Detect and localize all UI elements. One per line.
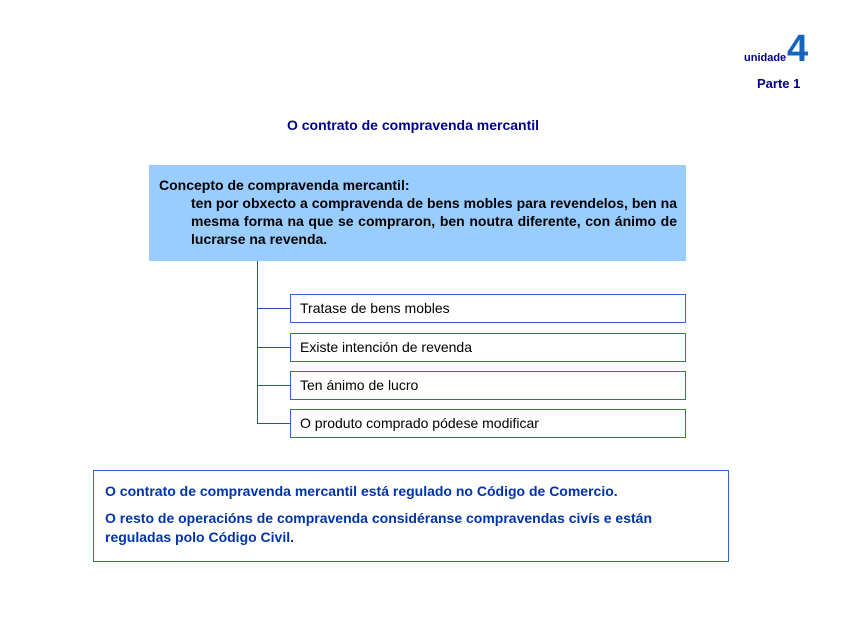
concept-heading: Concepto de compravenda mercantil:	[159, 177, 410, 193]
connector-line	[257, 261, 258, 424]
connector-branch	[257, 385, 290, 386]
unit-number: 4	[787, 28, 809, 70]
feature-item: O produto comprado pódese modificar	[290, 409, 686, 438]
page-title: O contrato de compravenda mercantil	[286, 117, 540, 133]
info-paragraph: O contrato de compravenda mercantil está regulado no Código de Comercio.	[105, 483, 618, 499]
unit-label: unidade	[744, 52, 787, 64]
connector-branch	[257, 347, 290, 348]
connector-branch	[257, 308, 290, 309]
concept-box	[149, 165, 686, 261]
feature-item: Ten ánimo de lucro	[290, 371, 686, 400]
connector-branch	[257, 423, 290, 424]
feature-item: Tratase de bens mobles	[290, 294, 686, 323]
info-box	[93, 470, 729, 562]
concept-definition: ten por obxecto a compravenda de bens mobles para revendelos, ben na mesma forma na que se compraron, ben noutra diferente, con ánimo de lucrarse na revenda.	[191, 195, 677, 247]
info-paragraph: O resto de operacións de compravenda considéranse compravendas civís e están reguladas polo Código Civil.	[105, 510, 652, 545]
part-label: Parte 1	[757, 76, 801, 91]
feature-item: Existe intención de revenda	[290, 333, 686, 362]
